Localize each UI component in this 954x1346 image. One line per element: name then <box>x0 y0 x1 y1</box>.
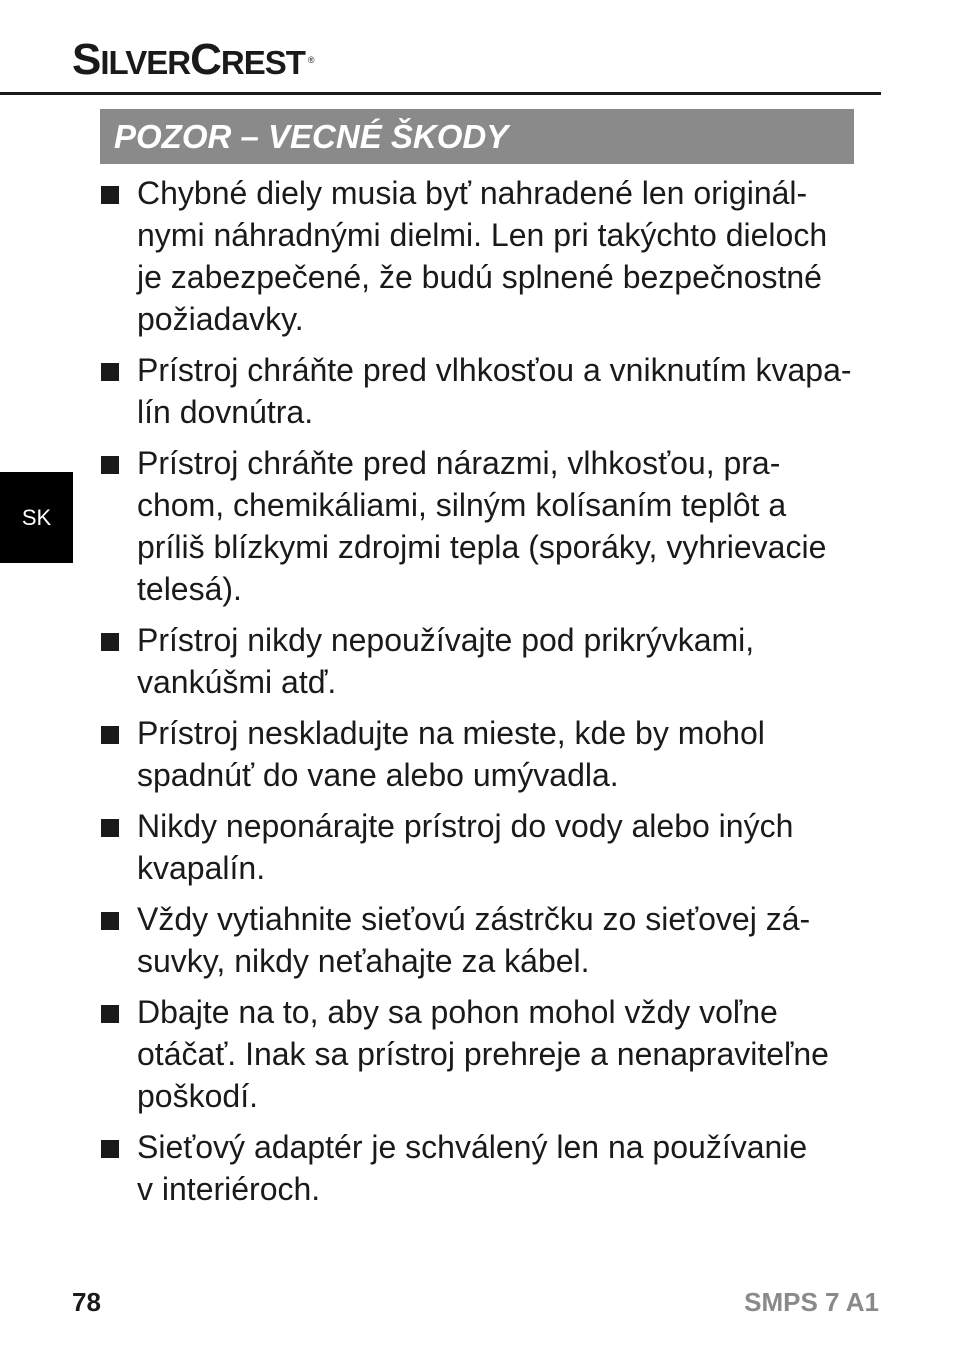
bullet-text-line: Prístroj chráňte pred nárazmi, vlhkosťou, pra- <box>137 445 781 481</box>
model-number: SMPS 7 A1 <box>744 1287 879 1317</box>
bullet-text-line: požiadavky. <box>137 301 304 337</box>
bullet-square-icon <box>101 1140 119 1158</box>
bullet-text-line: otáčať. Inak sa prístroj prehreje a nenapraviteľne <box>137 1036 829 1072</box>
bullet-text-line: Prístroj chráňte pred vlhkosťou a vniknutím kvapa- <box>137 352 852 388</box>
bullet-item <box>100 805 860 889</box>
bullet-square-icon <box>101 633 119 651</box>
bullet-item <box>100 172 860 340</box>
language-tab-label: SK <box>21 505 52 530</box>
bullet-square-icon <box>101 456 119 474</box>
bullet-square-icon <box>101 363 119 381</box>
brand-logo <box>72 35 315 85</box>
page-number: 78 <box>72 1287 101 1317</box>
bullet-text-line: chom, chemikáliami, silným kolísaním teplôt a <box>137 487 787 523</box>
bullet-text-line: v interiéroch. <box>137 1171 321 1207</box>
bullet-text-line: Prístroj neskladujte na mieste, kde by mohol <box>137 715 765 751</box>
section-title: POZOR – VECNÉ ŠKODY <box>114 118 509 155</box>
bullet-square-icon <box>101 726 119 744</box>
brand-logo-ilver: ILVER <box>100 44 191 81</box>
bullet-item <box>100 442 860 610</box>
bullet-square-icon <box>101 819 119 837</box>
bullet-text-line: Vždy vytiahnite sieťovú zástrčku zo sieťovej zá- <box>137 901 811 937</box>
header-rule <box>0 92 881 95</box>
bullet-item <box>100 619 860 703</box>
bullet-text-line: Prístroj nikdy nepoužívajte pod prikrývkami, <box>137 622 755 658</box>
bullet-square-icon <box>101 186 119 204</box>
language-tab <box>0 472 73 563</box>
bullet-item <box>100 1126 860 1210</box>
bullet-text-line: príliš blízkymi zdrojmi tepla (sporáky, vyhrievacie <box>137 529 827 565</box>
bullet-text-line: telesá). <box>137 571 242 607</box>
brand-logo-letter-s: S <box>72 35 101 84</box>
bullet-list <box>100 172 860 1219</box>
bullet-text-line: nymi náhradnými dielmi. Len pri takýchto dieloch <box>137 217 828 253</box>
bullet-text-line: Sieťový adaptér je schválený len na používanie <box>137 1129 808 1165</box>
bullet-item <box>100 898 860 982</box>
bullet-item <box>100 349 860 433</box>
brand-logo-letter-c: C <box>190 35 221 84</box>
bullet-text-line: lín dovnútra. <box>137 394 314 430</box>
registered-mark: ® <box>307 55 315 65</box>
bullet-text-line: kvapalín. <box>137 850 266 886</box>
bullet-text-line: Nikdy neponárajte prístroj do vody alebo iných <box>137 808 794 844</box>
bullet-square-icon <box>101 912 119 930</box>
bullet-text-line: je zabezpečené, že budú splnené bezpečnostné <box>137 259 822 295</box>
bullet-item <box>100 991 860 1117</box>
bullet-item <box>100 712 860 796</box>
bullet-text-line: Dbajte na to, aby sa pohon mohol vždy voľne <box>137 994 778 1030</box>
bullet-text-line: Chybné diely musia byť nahradené len originál- <box>137 175 808 211</box>
bullet-text-line: vankúšmi atď. <box>137 664 337 700</box>
brand-logo-rest: REST <box>220 44 305 81</box>
bullet-text-line: spadnúť do vane alebo umývadla. <box>137 757 619 793</box>
section-banner <box>100 109 854 164</box>
bullet-text-line: poškodí. <box>137 1078 258 1114</box>
bullet-square-icon <box>101 1005 119 1023</box>
bullet-text-line: suvky, nikdy neťahajte za kábel. <box>137 943 590 979</box>
